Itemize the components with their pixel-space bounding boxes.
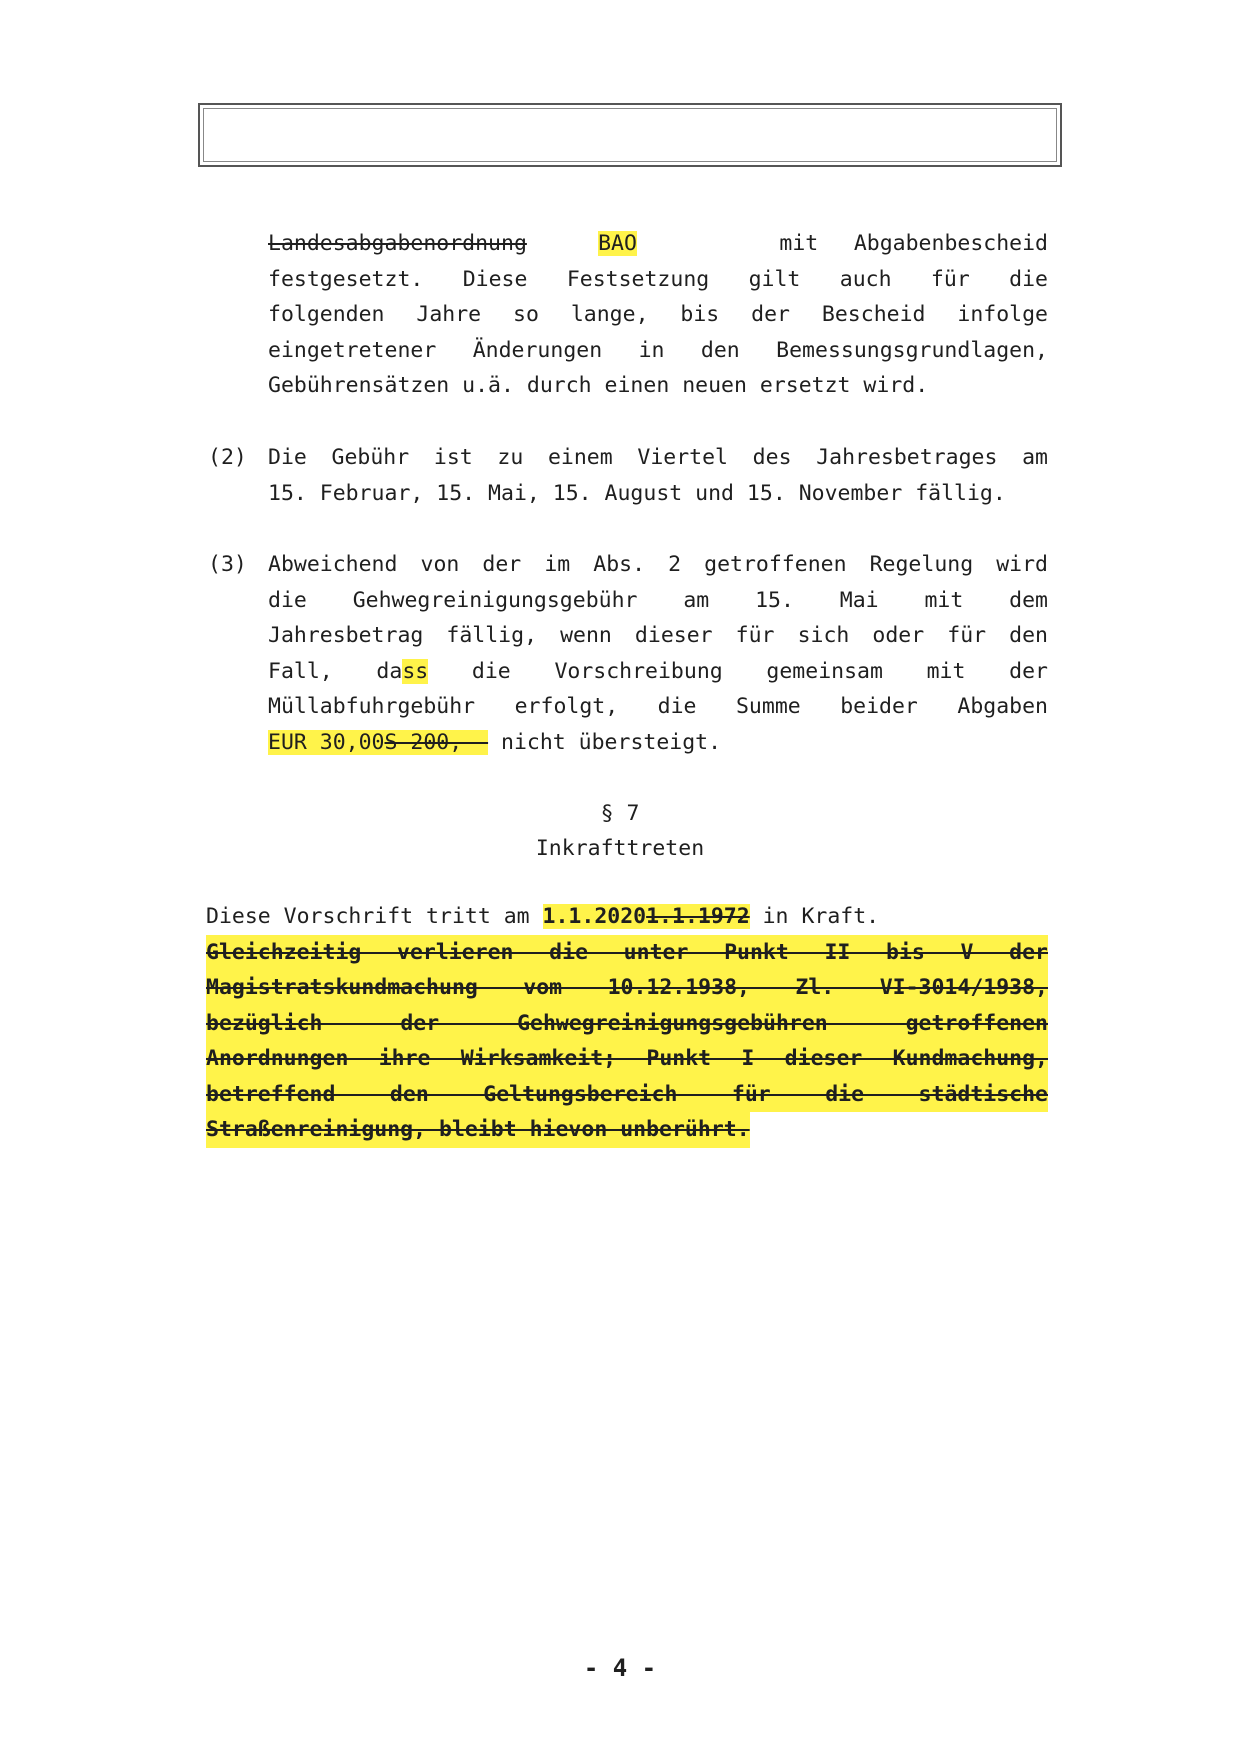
paragraph-3-number: (3) (208, 552, 247, 577)
paragraph-3-line-3: Jahresbetrag fällig, wenn dieser für sich oder für den (268, 623, 1048, 648)
date-new: 1.1.2020 (542, 904, 647, 929)
paragraph-3-line-5: Müllabfuhrgebühr erfolgt, die Summe beider Abgaben (268, 694, 1048, 719)
amount-new: EUR 30,00 (268, 729, 385, 755)
paragraph-1-line-3: folgenden Jahre so lange, bis der Bescheid infolge (268, 302, 1048, 327)
amount-old: S 200,-- (384, 729, 489, 755)
header-frame (198, 103, 1062, 167)
text-fragment: in Kraft. (749, 904, 880, 929)
deleted-line: Gleichzeitig verlieren die unter Punkt II bis V der (206, 935, 1048, 971)
paragraph-2-line-2: 15. Februar, 15. Mai, 15. August und 15. November fällig. (268, 480, 1006, 506)
paragraph-1-line-5: Gebührensätzen u.ä. durch einen neuen ersetzt wird. (268, 373, 929, 398)
deleted-line: Straßenreinigung, bleibt hievon unberührt. (206, 1112, 750, 1148)
text-fragment: Fall, da (268, 658, 403, 684)
effective-paragraph (206, 899, 1048, 1148)
deleted-block (206, 935, 1048, 1148)
paragraph-1-line-1 (268, 226, 1048, 262)
section-title: Inkrafttreten (535, 836, 705, 861)
paragraph-3-line-4 (268, 654, 1048, 690)
text-fragment: die Vorschreibung gemeinsam mit der (428, 658, 1048, 684)
effective-line (206, 899, 1048, 935)
paragraph-2-number: (2) (208, 445, 247, 470)
text-fragment: Diese Vorschrift tritt am (206, 904, 543, 929)
deleted-line: Anordnungen ihre Wirksamkeit; Punkt I dieser Kundmachung, (206, 1041, 1048, 1077)
deleted-line: bezüglich der Gehwegreinigungsgebühren getroffenen (206, 1006, 1048, 1042)
paragraph-3-line-1: Abweichend von der im Abs. 2 getroffenen Regelung wird (268, 552, 1048, 577)
paragraph-1-line-2: festgesetzt. Diese Festsetzung gilt auch für die (268, 266, 1048, 292)
inserted-text: BAO (598, 231, 637, 256)
deleted-line: Magistratskundmachung vom 10.12.1938, Zl. VI-3014/1938, (206, 970, 1048, 1006)
inserted-text: ss (402, 658, 429, 684)
paragraph-3-line-6 (268, 725, 1048, 761)
date-old: 1.1.1972 (646, 904, 750, 929)
text-fragment: mit Abgabenbescheid (779, 231, 1048, 256)
paragraph-1-line-4: eingetretener Änderungen in den Bemessungsgrundlagen, (268, 337, 1048, 363)
page-number: - 4 - (583, 1654, 657, 1682)
paragraph-2 (268, 440, 1048, 511)
deleted-line: betreffend den Geltungsbereich für die städtische (206, 1077, 1048, 1113)
section-symbol: § 7 (600, 801, 640, 826)
paragraph-1 (268, 226, 1048, 404)
paragraph-3-line-2: die Gehwegreinigungsgebühr am 15. Mai mit dem (268, 587, 1048, 613)
paragraph-2-line-1: Die Gebühr ist zu einem Viertel des Jahresbetrages am (268, 445, 1048, 470)
paragraph-3 (268, 547, 1048, 760)
text-fragment: nicht übersteigt. (488, 729, 722, 755)
deleted-text: Landesabgabenordnung (268, 231, 527, 256)
